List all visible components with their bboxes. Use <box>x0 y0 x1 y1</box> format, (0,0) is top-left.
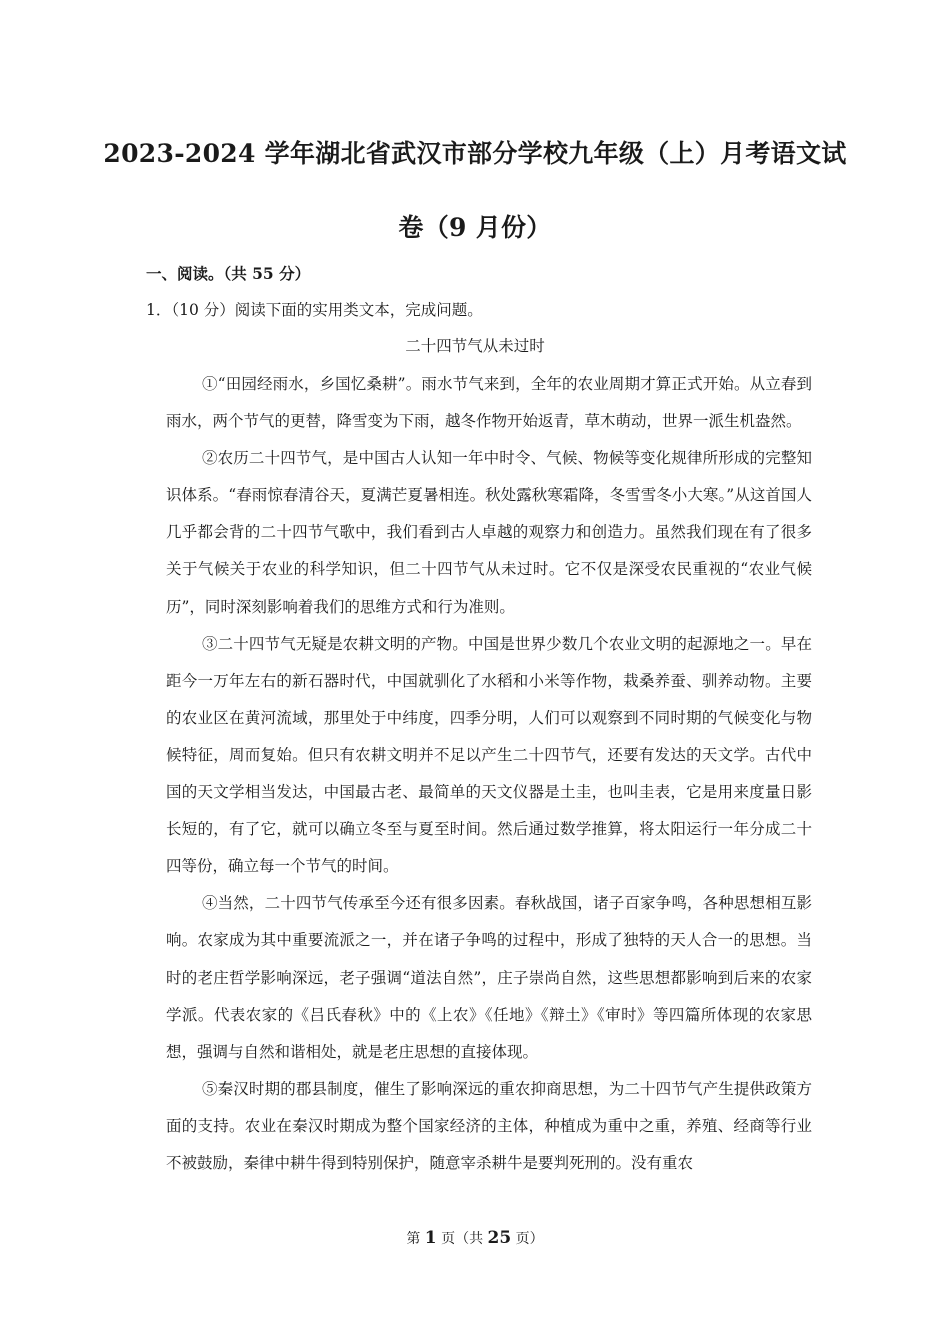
footer-total-pages: 25 <box>487 1228 512 1248</box>
question-1 <box>146 298 483 320</box>
exam-title-line-2: 卷（9 月份） <box>398 213 552 242</box>
paragraph-1: ①“田园经雨水，乡国忆桑耕”。雨水节气来到，全年的农业周期才算正式开始。从立春到雨水，两个节气的更替，降雪变为下雨，越冬作物开始返青，草木萌动，世界一派生机盎然。 <box>166 375 812 431</box>
paragraph-3: ③二十四节气无疑是农耕文明的产物。中国是世界少数几个农业文明的起源地之一。早在距今一万年左右的新石器时代，中国就驯化了水稻和小米等作物，栽桑养蚕、驯养动物。主要的农业区在黄河流域，那里处于中纬度，四季分明，人们可以观察到不同时期的气候变化与物候特征，周而复始。但只有农耕文明并不足以产生二十四节气，还要有发达的天文学。古代中国的天文学相当发达，中国最古老、最简单的天文仪器是土圭，也叫圭表，它是用来度量日影长短的，有了它，就可以确立冬至与夏至时间。然后通过数学推算，将太阳运行一年分成二十四等份，确立每一个节气的时间。 <box>166 634 812 876</box>
article-body <box>166 366 812 1182</box>
page-footer <box>0 1228 950 1248</box>
exam-title-line-1: 2023-2024 学年湖北省武汉市部分学校九年级（上）月考语文试 <box>103 139 847 168</box>
footer-suffix: 页） <box>511 1231 544 1247</box>
paragraph-5: ⑤秦汉时期的郡县制度，催生了影响深远的重农抑商思想，为二十四节气产生提供政策方面的支持。农业在秦汉时期成为整个国家经济的主体，种植成为重中之重，养殖、经商等行业不被鼓励，秦律中耕牛得到特别保护，随意宰杀耕牛是要判死刑的。没有重农 <box>166 1079 812 1172</box>
footer-middle: 页（共 <box>436 1231 488 1247</box>
paragraph-4: ④当然，二十四节气传承至今还有很多因素。春秋战国，诸子百家争鸣，各种思想相互影响。农家成为其中重要流派之一，并在诸子争鸣的过程中，形成了独特的天人合一的思想。当时的老庄哲学影响深远，老子强调“道法自然”，庄子崇尚自然，这些思想都影响到后来的农家学派。代表农家的《吕氏春秋》中的《上农》《任地》《辩土》《审时》等四篇所体现的农家思想，强调与自然和谐相处，就是老庄思想的直接体现。 <box>166 894 812 1061</box>
question-number: 1． <box>146 301 172 319</box>
paragraph-2: ②农历二十四节气，是中国古人认知一年中时令、气候、物候等变化规律所形成的完整知识体系。“春雨惊春清谷天，夏满芒夏暑相连。秋处露秋寒霜降，冬雪雪冬小大寒。”从这首国人几乎都会背的二十四节气歌中，我们看到古人卓越的观察力和创造力。虽然我们现在有了很多关于气候关于农业的科学知识，但二十四节气从未过时。它不仅是深受农民重视的“农业气候历”，同时深刻影响着我们的思维方式和行为准则。 <box>166 449 812 616</box>
footer-page-number: 1 <box>424 1228 437 1248</box>
footer-prefix: 第 <box>406 1231 425 1247</box>
section-heading: 一、阅读。（共 55 分） <box>146 264 311 283</box>
article-title: 二十四节气从未过时 <box>405 337 545 355</box>
question-text: （10 分）阅读下面的实用类文本，完成问题。 <box>171 301 483 319</box>
